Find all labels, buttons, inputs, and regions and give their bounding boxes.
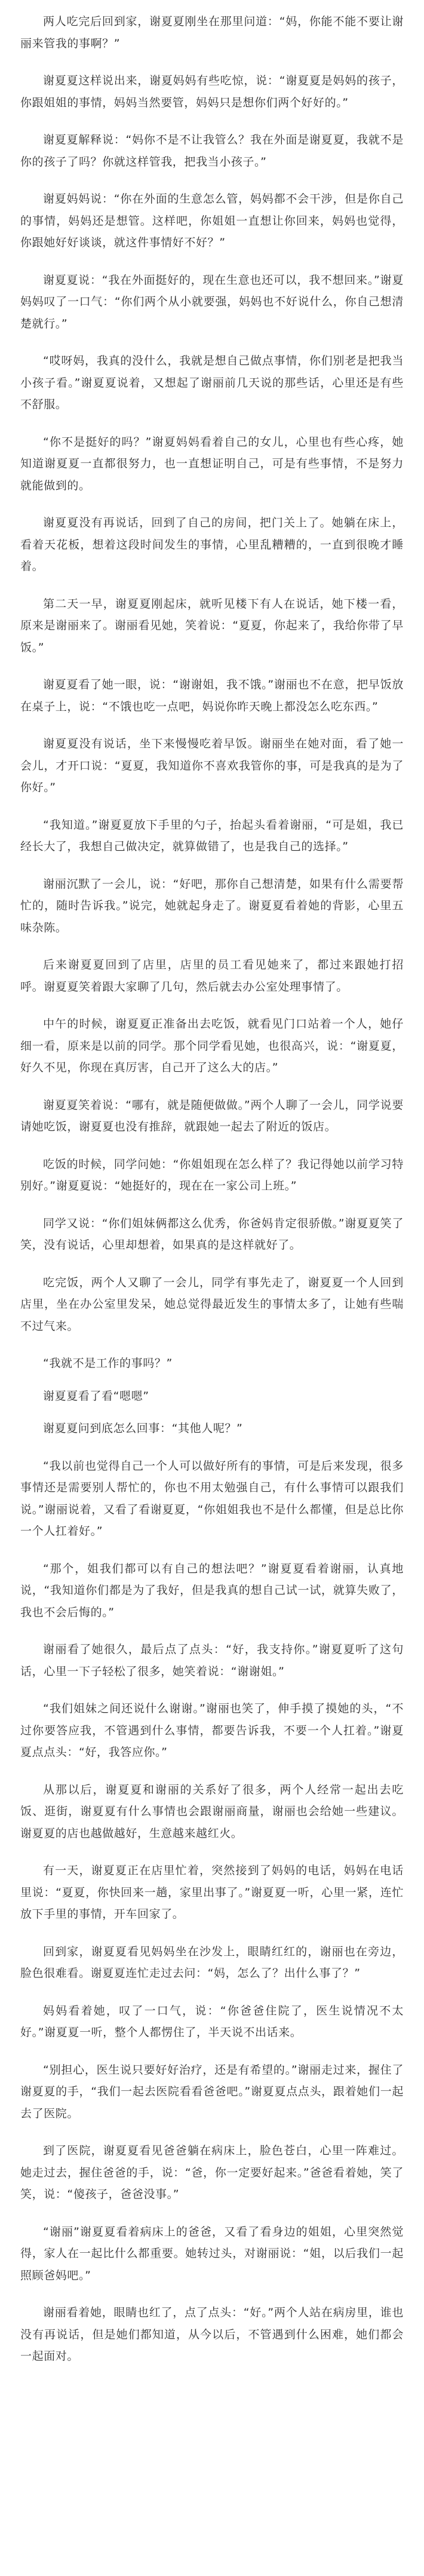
- paragraph: 谢丽看着她，眼睛也红了，点了点头：“好。”两个人站在病房里，谁也没有再说话，但是她们都知道，从今以后，不管遇到什么困难，她们都会一起面对。: [20, 2306, 404, 2363]
- paragraph: “我以前也觉得自己一个人可以做好所有的事情，可是后来发现，很多事情还是需要别人帮忙的，你也不用太勉强自己，有什么事情可以跟我们说。”谢丽说着，又看了看谢夏夏，“你姐姐我也不是什么都懂，但是总比你一个人扛着好。”: [20, 1459, 404, 1538]
- paragraph: 从那以后，谢夏夏和谢丽的关系好了很多，两个人经常一起出去吃饭、逛街，谢夏夏有什么事情也会跟谢丽商量，谢丽也会给她一些建议。谢夏夏的店也越做越好，生意越来越红火。: [20, 1783, 404, 1840]
- paragraph: 谢夏夏没有再说话，回到了自己的房间，把门关上了。她躺在床上，看着天花板，想着这段时间发生的事情，心里乱糟糟的，一直到很晚才睡着。: [20, 516, 404, 573]
- paragraph: “我们姐妹之间还说什么谢谢。”谢丽也笑了，伸手摸了摸她的头，“不过你要答应我，不管遇到什么事情，都要告诉我，不要一个人扛着。”谢夏夏点点头：“好，我答应你。”: [20, 1702, 404, 1759]
- paragraph: “我就不是工作的事吗？”: [43, 1357, 173, 1370]
- paragraph: 到了医院，谢夏夏看见爸爸躺在病床上，脸色苍白，心里一阵难过。她走过去，握住爸爸的手，说：“爸，你一定要好起来。”爸爸看着她，笑了笑，说：“傻孩子，爸爸没事。”: [20, 2144, 404, 2201]
- paragraph: “你不是挺好的吗？”谢夏妈妈看着自己的女儿，心里也有些心疼，她知道谢夏夏一直都很努力，也一直想证明自己，可是有些事情，不是努力就能做到的。: [20, 435, 404, 492]
- paragraph: 同学又说：“你们姐妹俩都这么优秀，你爸妈肯定很骄傲。”谢夏夏笑了笑，没有说话，心里却想着，如果真的是这样就好了。: [20, 1216, 404, 1252]
- paragraph: 谢夏夏这样说出来，谢夏妈妈有些吃惊，说：“谢夏夏是妈妈的孩子，你跟姐姐的事情，妈妈当然要管，妈妈只是想你们两个好好的。”: [20, 74, 404, 109]
- paragraph: 谢夏夏看了看“嗯嗯”: [43, 1389, 149, 1403]
- paragraph: “那个，姐我们都可以有自己的想法吧？”谢夏夏看着谢丽，认真地说，“我知道你们都是为了我好，但是我真的想自己试一试，就算失败了，我也不会后悔的。”: [20, 1562, 404, 1619]
- paragraph: 后来谢夏夏回到了店里，店里的员工看见她来了，都过来跟她打招呼。谢夏夏笑着跟大家聊了几句，然后就去办公室处理事情了。: [20, 958, 404, 993]
- paragraph: 妈妈看着她，叹了一口气，说：“你爸爸住院了，医生说情况不太好。”谢夏夏一听，整个人都愣住了，半天说不出话来。: [20, 2004, 404, 2039]
- paragraph: “别担心，医生说只要好好治疗，还是有希望的。”谢丽走过来，握住了谢夏夏的手，“我们一起去医院看看爸爸吧。”谢夏夏点点头，跟着她们一起去了医院。: [20, 2063, 404, 2120]
- paragraph: 回到家，谢夏夏看见妈妈坐在沙发上，眼睛红红的，谢丽也在旁边，脸色很难看。谢夏夏连忙走过去问：“妈，怎么了？出什么事了？”: [20, 1945, 404, 1980]
- paragraph: 谢夏妈妈说：“你在外面的生意怎么管，妈妈都不会干涉，但是你自己的事情，妈妈还是想管。这样吧，你姐姐一直想让你回来，妈妈也觉得，你跟她好好谈谈，就这件事情好不好？”: [20, 192, 404, 249]
- paragraph: “我知道。”谢夏夏放下手里的勺子，抬起头看着谢丽，“可是姐，我已经长大了，我想自己做决定，就算做错了，也是我自己的选择。”: [20, 818, 404, 853]
- paragraph: “谢丽”谢夏夏看着病床上的爸爸，又看了看身边的姐姐，心里突然觉得，家人在一起比什么都重要。她转过头，对谢丽说：“姐，以后我们一起照顾爸妈吧。”: [20, 2225, 404, 2282]
- paragraph: “哎呀妈，我真的没什么，我就是想自己做点事情，你们别老是把我当小孩子看。”谢夏夏说着，又想起了谢丽前几天说的那些话，心里还是有些不舒服。: [20, 354, 404, 411]
- paragraph: 中午的时候，谢夏夏正准备出去吃饭，就看见门口站着一个人，她仔细一看，原来是以前的同学。那个同学看见她，也很高兴，说：“谢夏夏，好久不见，你现在真厉害，自己开了这么大的店。”: [20, 1017, 404, 1074]
- paragraph: 谢丽沉默了一会儿，说：“好吧，那你自己想清楚，如果有什么需要帮忙的，随时告诉我。”说完，她就起身走了。谢夏夏看着她的背影，心里五味杂陈。: [20, 877, 404, 934]
- paragraph: 谢夏夏看了她一眼，说：“谢谢姐，我不饿。”谢丽也不在意，把早饭放在桌子上，说：“不饿也吃一点吧，妈说你昨天晚上都没怎么吃东西。”: [20, 678, 404, 713]
- paragraph: 两人吃完后回到家，谢夏夏刚坐在那里问道：“妈，你能不能不要让谢丽来管我的事啊？”: [20, 15, 404, 50]
- paragraph: 吃完饭，两个人又聊了一会儿，同学有事先走了，谢夏夏一个人回到店里，坐在办公室里发呆，她总觉得最近发生的事情太多了，让她有些喘不过气来。: [20, 1275, 404, 1333]
- paragraph: 谢夏夏没有说话，坐下来慢慢吃着早饭。谢丽坐在她对面，看了她一会儿，才开口说：“夏夏，我知道你不喜欢我管你的事，可是我真的是为了你好。”: [20, 737, 404, 794]
- paragraph: 谢夏夏笑着说：“哪有，就是随便做做。”两个人聊了一会儿，同学说要请她吃饭，谢夏夏也没有推辞，就跟她一起去了附近的饭店。: [20, 1098, 404, 1133]
- paragraph: 谢夏夏说：“我在外面挺好的，现在生意也还可以，我不想回来。”谢夏妈妈叹了一口气：“你们两个从小就要强，妈妈也不好说什么，你自己想清楚就行。”: [20, 273, 404, 330]
- paragraph: 吃饭的时候，同学问她：“你姐姐现在怎么样了？我记得她以前学习特别好。”谢夏夏说：“她挺好的，现在在一家公司上班。”: [20, 1157, 404, 1192]
- paragraph: 第二天一早，谢夏夏刚起床，就听见楼下有人在说话，她下楼一看，原来是谢丽来了。谢丽看见她，笑着说：“夏夏，你起来了，我给你带了早饭。”: [20, 597, 404, 654]
- paragraph: 谢丽看了她很久，最后点了点头：“好，我支持你。”谢夏夏听了这句话，心里一下子轻松了很多，她笑着说：“谢谢姐。”: [20, 1643, 404, 1678]
- paragraph: 有一天，谢夏夏正在店里忙着，突然接到了妈妈的电话，妈妈在电话里说：“夏夏，你快回来一趟，家里出事了。”谢夏夏一听，心里一紧，连忙放下手里的事情，开车回家了。: [20, 1864, 404, 1921]
- paragraph: 谢夏夏解释说：“妈你不是不让我管么？我在外面是谢夏夏，我就不是你的孩子了吗？你就这样管我，把我当小孩子。”: [20, 133, 404, 168]
- paragraph: 谢夏夏问到底怎么回事：“其他人呢？”: [43, 1422, 243, 1435]
